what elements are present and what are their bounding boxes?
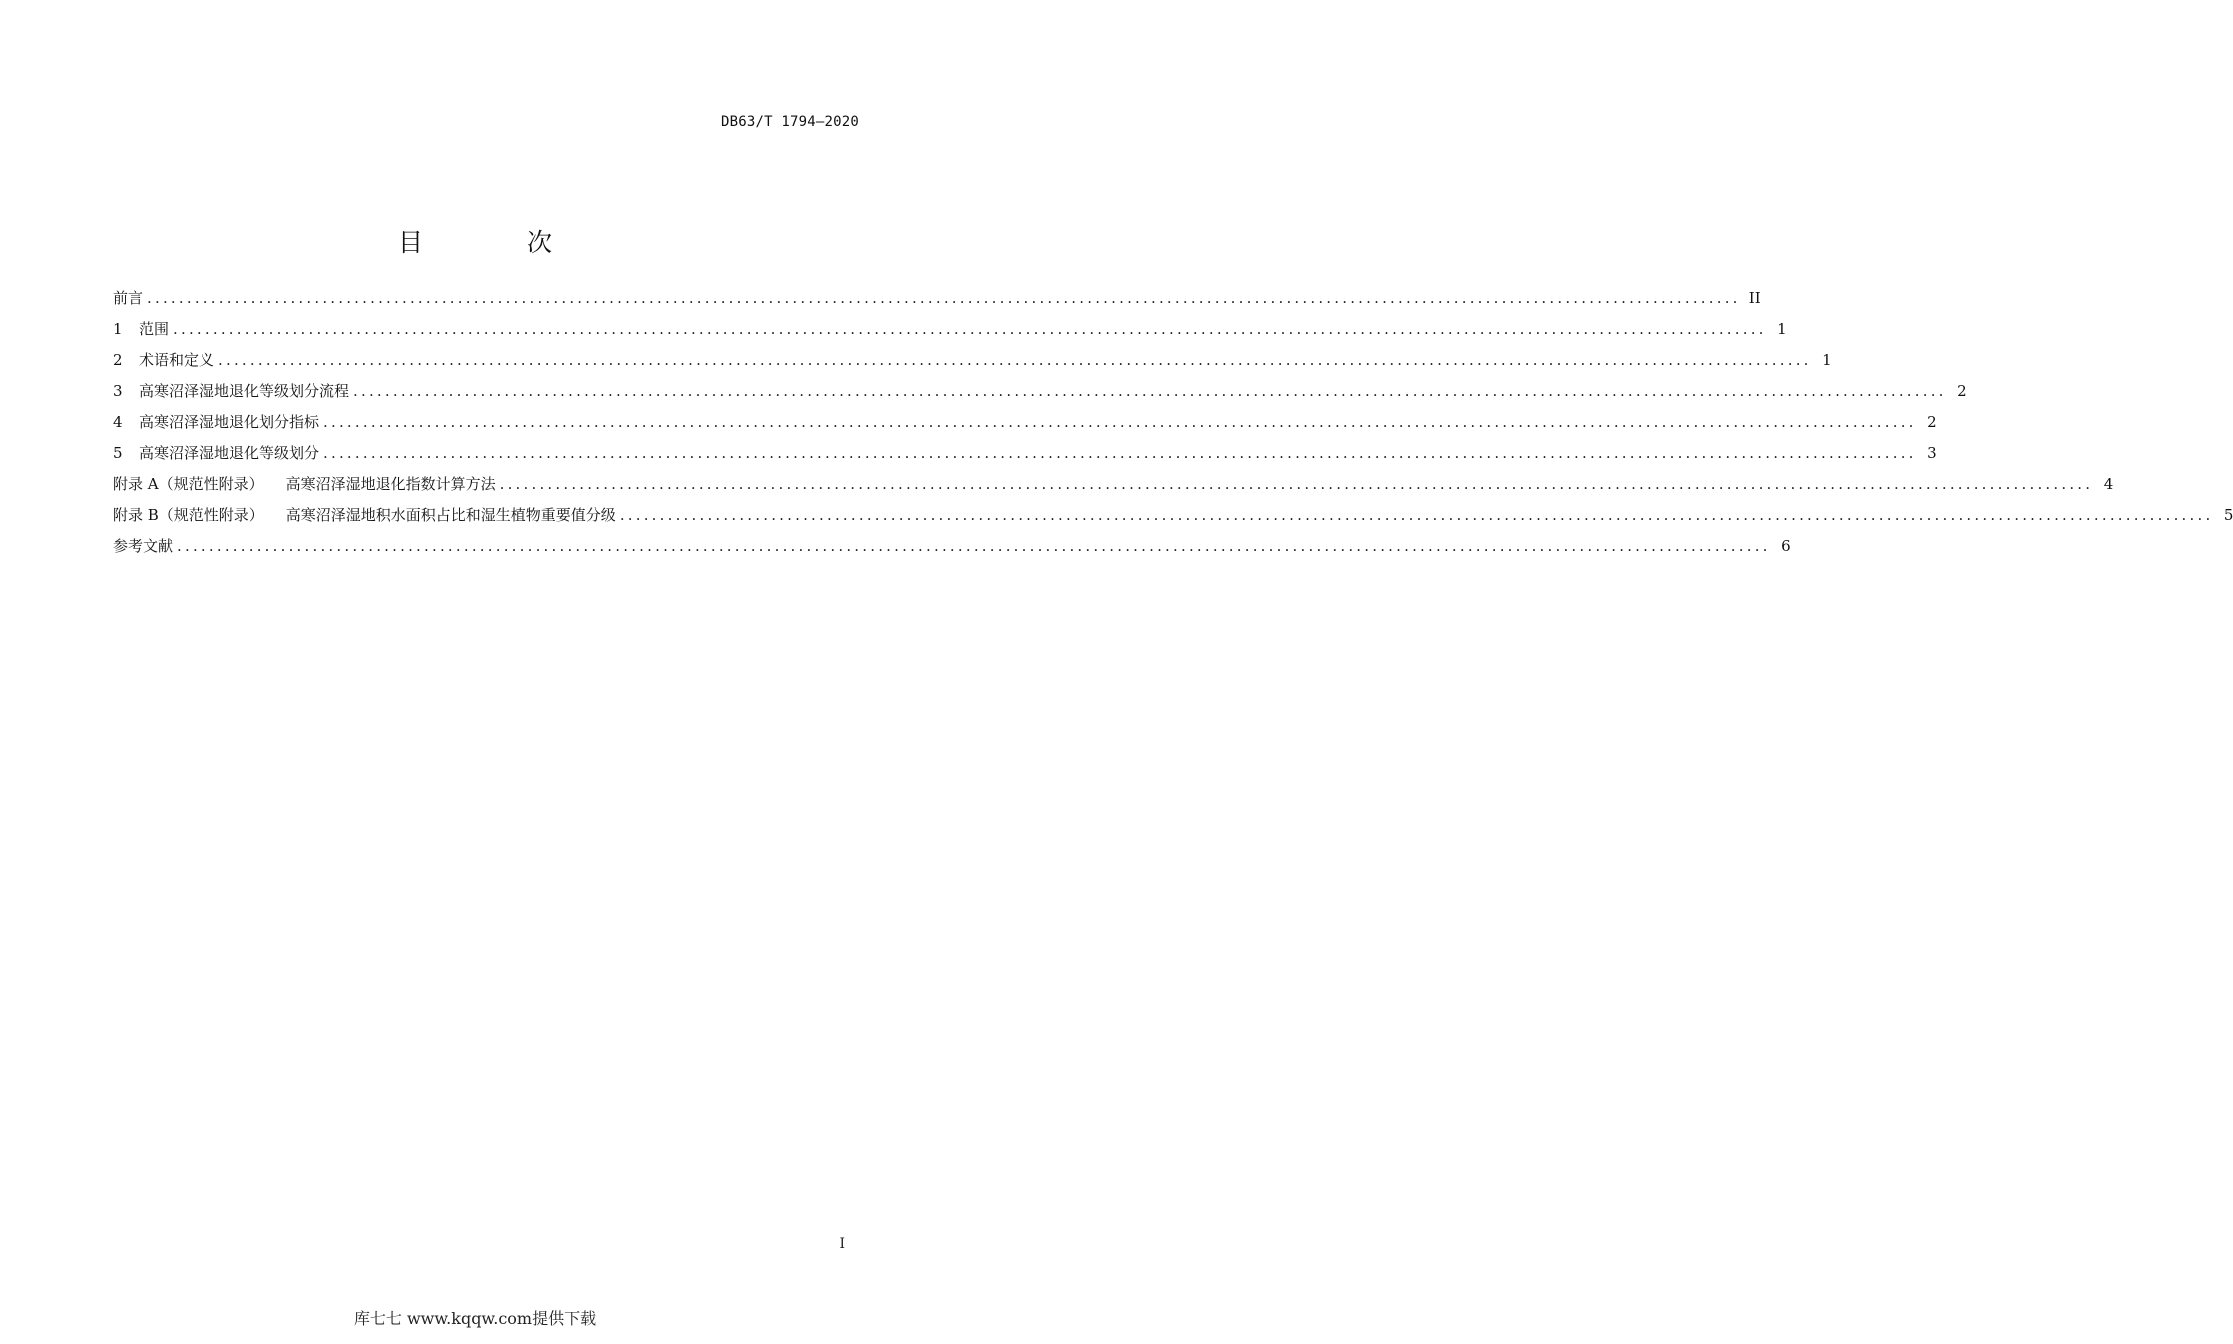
toc-entry-references[interactable] (113, 535, 1791, 566)
toc-leader-dots: ........................................................................................................................................................................................................ (499, 475, 2094, 493)
toc-entry-label: 范围 (139, 320, 170, 338)
page-number: I (839, 1236, 845, 1252)
toc-entry-label: 前言 (113, 289, 144, 307)
appendix-subtitle: 高寒沼泽湿地退化指数计算方法 (285, 475, 496, 493)
toc-leader-dots: ........................................................................................................................................................................................................ (323, 413, 1917, 431)
toc-entry-label (113, 504, 616, 526)
appendix-label: 附录 B（规范性附录） (113, 506, 264, 524)
toc-leader-dots: ........................................................................................................................................................................................................ (218, 351, 1812, 369)
toc-leader-dots: ........................................................................................................................................................................................................ (147, 289, 1741, 307)
toc-entry-number: 1 (113, 320, 123, 338)
toc-entry-label (113, 473, 496, 495)
toc-entry-grading[interactable] (113, 442, 1937, 473)
toc-entry-page: II (1748, 289, 1761, 307)
toc-entry-number: 2 (113, 351, 123, 369)
toc-entry-number: 3 (113, 382, 123, 400)
toc-entry-label: 参考文献 (113, 537, 174, 555)
toc-entry-terms[interactable] (113, 349, 1832, 380)
toc-leader-dots: ........................................................................................................................................................................................................ (177, 537, 1771, 555)
toc-entry-process[interactable] (113, 380, 1967, 411)
toc-entry-indicators[interactable] (113, 411, 1937, 442)
toc-entry-page: 2 (1957, 382, 1967, 400)
toc-entry-label: 高寒沼泽湿地退化等级划分流程 (139, 382, 350, 400)
toc-entry-number: 4 (113, 413, 123, 431)
footer-watermark: 库七七 www.kqqw.com提供下载 (353, 1309, 597, 1328)
toc-entry-page: 1 (1822, 351, 1832, 369)
toc-entry-scope[interactable] (113, 318, 1787, 349)
toc-entry-page: 4 (2103, 475, 2114, 493)
appendix-label: 附录 A（规范性附录） (113, 475, 264, 493)
toc-entry-appendix-a[interactable] (113, 473, 2114, 504)
toc-leader-dots: ........................................................................................................................................................................................................ (323, 444, 1917, 462)
toc-leader-dots: ........................................................................................................................................................................................................ (353, 382, 1947, 400)
toc-entry-label: 高寒沼泽湿地退化等级划分 (139, 444, 320, 462)
toc-entry-page: 3 (1927, 444, 1937, 462)
toc-entry-page: 6 (1781, 537, 1791, 555)
toc-entry-page: 5 (2223, 506, 2233, 524)
toc-entry-appendix-b[interactable] (113, 504, 2233, 535)
toc-leader-dots: ........................................................................................................................................................................................................ (173, 320, 1767, 338)
toc-entry-label: 高寒沼泽湿地退化划分指标 (139, 413, 320, 431)
toc-entry-label: 术语和定义 (139, 351, 215, 369)
toc-entry-preface[interactable] (113, 287, 1761, 318)
standard-code: DB63/T 1794—2020 (720, 114, 859, 130)
appendix-subtitle: 高寒沼泽湿地积水面积占比和湿生植物重要值分级 (285, 506, 616, 524)
toc-leader-dots: ........................................................................................................................................................................................................ (619, 506, 2214, 524)
toc-entry-number: 5 (113, 444, 123, 462)
page-title: 目 次 (398, 227, 600, 257)
table-of-contents (113, 287, 2233, 566)
toc-entry-page: 1 (1777, 320, 1787, 338)
toc-entry-page: 2 (1927, 413, 1937, 431)
